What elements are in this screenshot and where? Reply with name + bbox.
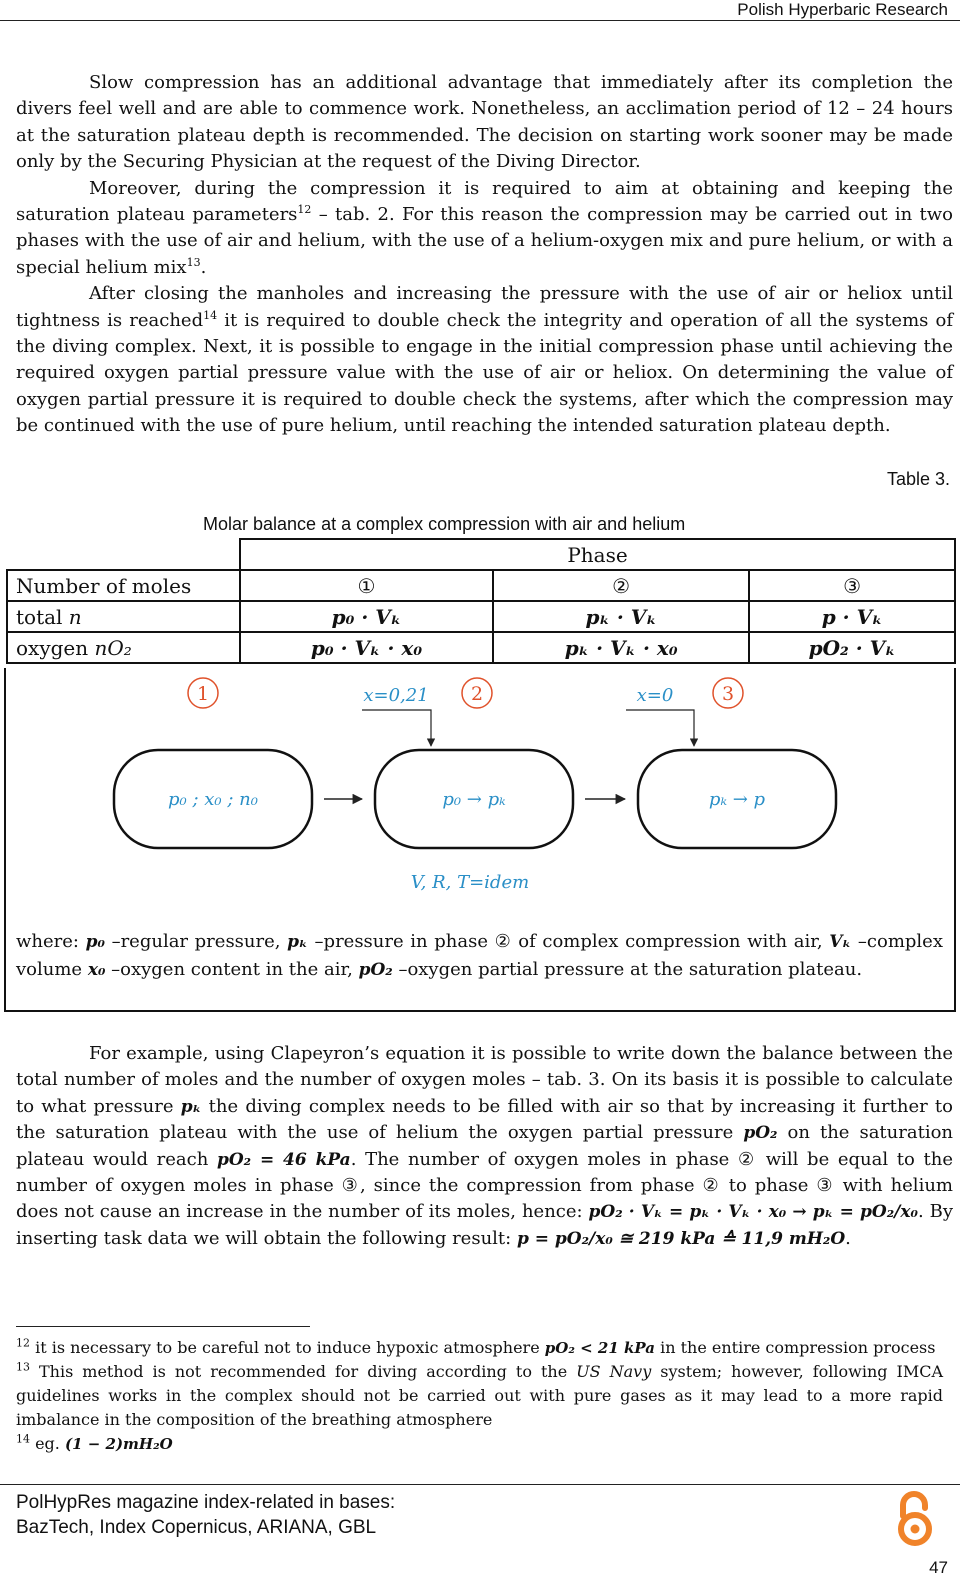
open-access-icon xyxy=(894,1490,936,1548)
table-cell: pₖ · Vₖ xyxy=(493,601,749,632)
body-text-bottom xyxy=(16,1041,953,1252)
footnote-14: $^{14}$ eg. (1 − 2)mH₂O xyxy=(16,1432,173,1453)
formula-pk: pₖ xyxy=(180,1096,202,1117)
running-header xyxy=(0,0,960,21)
formula-pk-derivation: pO₂ · Vₖ = pₖ · Vₖ · x₀ → pₖ = pO₂/x₀ xyxy=(588,1202,918,1223)
footnote-ref-13: 13 xyxy=(186,255,201,269)
symbol-pk: pₖ xyxy=(287,932,308,952)
total-moles-label: total n xyxy=(7,601,240,632)
compression-diagram xyxy=(100,672,860,902)
footnote-ref-12: 12 xyxy=(297,203,312,217)
phase-1-header: ① xyxy=(240,570,493,601)
constants-label: V, R, T=idem xyxy=(410,872,530,893)
table-caption: Molar balance at a complex compression with air and helium xyxy=(203,514,686,534)
phase-header: Phase xyxy=(240,539,955,570)
symbol-x0: x₀ xyxy=(87,960,106,980)
paragraph-2: Moreover, during the compression it is required to aim at obtaining and keeping the saturation plateau parameters$^{12}$ – tab. 2. For this reason the compression may be carried out in two phases with the use of air and helium, with the use of a helium-oxygen mix and pure helium, or with a special helium mix$^{13}$. xyxy=(16,177,953,278)
table-corner xyxy=(7,539,240,570)
table-row xyxy=(7,570,955,601)
table-cell: pO₂ · Vₖ xyxy=(749,632,955,663)
formula-po2: pO₂ xyxy=(743,1123,778,1144)
symbol-po2: pO₂ xyxy=(358,960,393,980)
footer-indexing xyxy=(16,1490,395,1540)
state-3-label: pₖ → p xyxy=(708,789,766,810)
helium-inlet-arrow xyxy=(626,710,694,746)
state-1-label: p₀ ; x₀ ; n₀ xyxy=(168,789,258,810)
input-helium-label: x=0 xyxy=(636,685,674,706)
page-number: 47 xyxy=(929,1558,948,1577)
paragraph-4: For example, using Clapeyron’s equation it is possible to write down the balance between the total number of moles and the number of oxygen moles – tab. 3. On its basis it is possible to calculate to what pressure pₖ the diving complex needs to be filled with air so that by increasing it further to the saturation plateau with the use of helium the oxygen partial pressure pO₂ on the saturation plateau would reach pO₂ = 46 kPa. The number of oxygen moles in phase ② will be equal to the number of oxygen moles in phase ③, since the compression from phase ② to phase ③ with helium does not cause an increase in the number of its moles, hence: pO₂ · Vₖ = pₖ · Vₖ · x₀ → pₖ = pO₂/x₀. By inserting task data we will obtain the following result: p = pO₂/x₀ ≅ 219 kPa ≙ 11,9 mH₂O. xyxy=(16,1043,954,1249)
table-row xyxy=(7,539,955,570)
input-air-label: x=0,21 xyxy=(363,685,429,706)
symbol-legend: where: p₀ –regular pressure, pₖ –pressure in phase ② of complex compression with air, Vₖ –complex volume x₀ –oxygen content in the air, pO₂ –oxygen partial pressure at the saturation plateau. xyxy=(16,931,943,980)
oxygen-moles-label: oxygen nO₂ xyxy=(7,632,240,663)
paragraph-3: After closing the manholes and increasing the pressure with the use of air or heliox until tightness is reached$^{14}$ it is required to double check the integrity and operation of all the systems of the diving complex. Next, it is possible to engage in the initial compression phase until achieving the required oxygen partial pressure value with the use of air or heliox. On determining the value of oxygen partial pressure it is required to double check the systems, after which the compression may be continued with the use of pure helium, until reaching the intended saturation plateau depth. xyxy=(16,283,953,437)
footnote-13: $^{13}$ This method is not recommended for diving according to the US Navy system; however, following IMCA guidelines works in the complex should not be carried out with pure gases as it may lead to a more rapid imbalance in the composition of the breathing atmosphere xyxy=(16,1360,944,1429)
table-row xyxy=(7,601,955,632)
symbol-p0: p₀ xyxy=(85,932,105,952)
phase-2-number: 2 xyxy=(470,683,484,705)
phase-2-header: ② xyxy=(493,570,749,601)
footnote-12: $^{12}$ it is necessary to be careful not to induce hypoxic atmosphere pO₂ < 21 kPa in the entire compression process xyxy=(16,1336,936,1357)
state-2-label: p₀ → pₖ xyxy=(442,789,506,810)
formula-result: p = pO₂/x₀ ≅ 219 kPa ≙ 11,9 mH₂O xyxy=(516,1228,846,1249)
phase-3-number: 3 xyxy=(721,683,735,705)
journal-title: Polish Hyperbaric Research xyxy=(737,0,948,19)
table-cell: p · Vₖ xyxy=(749,601,955,632)
row-header: Number of moles xyxy=(7,570,240,601)
table-cell: p₀ · Vₖ xyxy=(240,601,493,632)
phase-3-header: ③ xyxy=(749,570,955,601)
footnote-ref-14: 14 xyxy=(203,308,218,322)
footnote-separator xyxy=(16,1326,310,1327)
air-inlet-arrow xyxy=(362,710,431,746)
phase-1-number: 1 xyxy=(196,683,210,705)
footer-line-1: PolHypRes magazine index-related in bases: xyxy=(16,1492,396,1513)
formula-po2-value: pO₂ = 46 kPa xyxy=(216,1149,351,1170)
footer-rule xyxy=(0,1484,960,1485)
table-cell: pₖ · Vₖ · x₀ xyxy=(493,632,749,663)
body-text-top xyxy=(16,70,953,440)
symbol-vk: Vₖ xyxy=(829,932,852,952)
molar-balance-table xyxy=(6,538,956,664)
footer-line-2: BazTech, Index Copernicus, ARIANA, GBL xyxy=(16,1517,377,1538)
table-label: Table 3. xyxy=(886,469,950,489)
paragraph-1: Slow compression has an additional advantage that immediately after its completion the divers feel well and are able to commence work. Nonetheless, an acclimation period of 12 – 24 hours at the saturation plateau depth is recommended. The decision on starting work sooner may be made only by the Securing Physician at the request of the Diving Director. xyxy=(16,72,953,173)
table-cell: p₀ · Vₖ · x₀ xyxy=(240,632,493,663)
footnotes xyxy=(16,1336,943,1456)
table-row xyxy=(7,632,955,663)
